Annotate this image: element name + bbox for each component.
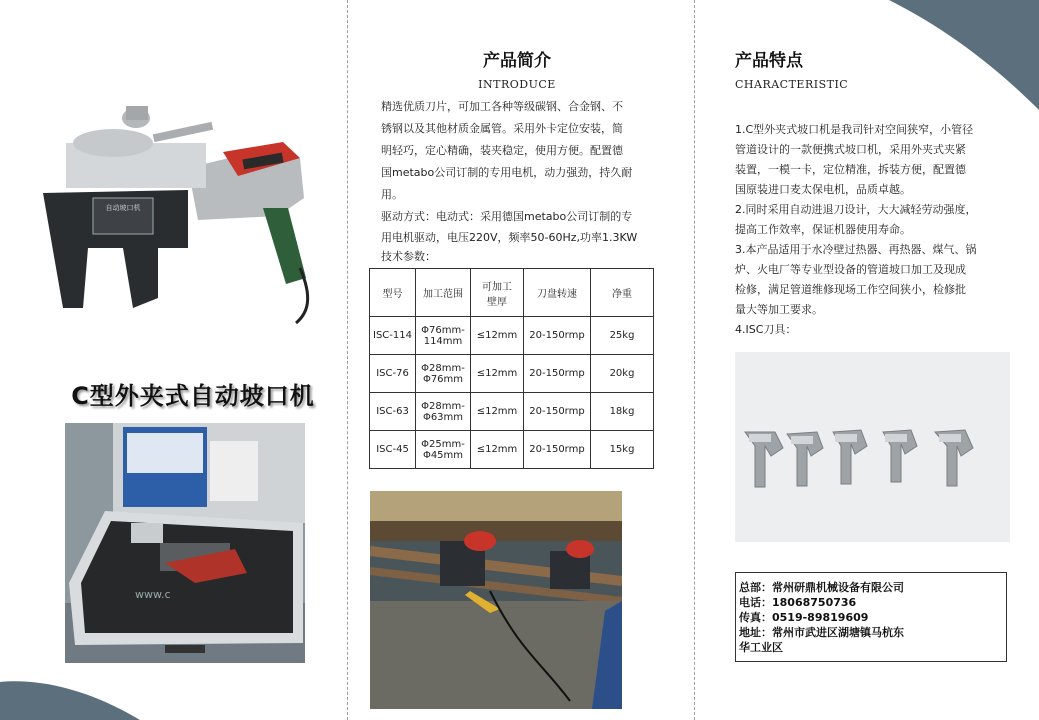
carry-case-photo <box>65 423 305 663</box>
feature-line: 3.本产品适用于水冷壁过热器、再热器、煤气、锅 <box>735 243 977 256</box>
feature-line: 管道设计的一款便携式坡口机，采用外夹式夹紧 <box>735 143 966 156</box>
feature-line: 量大等加工要求。 <box>735 303 823 316</box>
feature-line: 2.同时采用自动进退刀设计，大大减轻劳动强度， <box>735 203 977 216</box>
intro-line: 明轻巧，定心精确，装夹稳定，使用方便。配置德 <box>381 144 623 157</box>
corner-decoration-bottom-left <box>0 660 140 720</box>
machine-nameplate: 自动坡口机 <box>105 204 141 212</box>
spec-table <box>369 268 654 469</box>
table-row <box>370 317 654 355</box>
table-cell: ≤12mm <box>471 317 524 355</box>
contact-phone: 电话：18068750736 <box>739 596 857 609</box>
table-cell: 20-150rmp <box>524 355 591 393</box>
intro-line: 锈钢以及其他材质金属管。采用外卡定位安装，简 <box>381 122 623 135</box>
feature-line: 装置，一模一卡，定位精准，拆装方便，配置德 <box>735 163 966 176</box>
contact-box <box>735 572 1007 662</box>
contact-fax: 传真：0519-89819609 <box>739 611 869 624</box>
table-header: 可加工壁厚 <box>471 269 524 317</box>
table-header: 净重 <box>591 269 654 317</box>
intro-title: 产品简介 <box>483 51 551 71</box>
table-cell: ISC-114 <box>370 317 416 355</box>
table-header: 加工范围 <box>416 269 471 317</box>
table-header: 刀盘转速 <box>524 269 591 317</box>
table-cell: 20-150rmp <box>524 317 591 355</box>
feature-line: 检修，满足管道维修现场工作空间狭小，检修批 <box>735 283 966 296</box>
intro-line: 技术参数： <box>381 250 436 263</box>
table-header: 型号 <box>370 269 416 317</box>
table-cell: Φ25mm-Φ45mm <box>416 431 471 469</box>
fold-divider-right <box>694 0 695 720</box>
fold-divider-left <box>347 0 348 720</box>
watermark: www.c <box>135 588 171 601</box>
intro-line: 驱动方式：电动式：采用德国metabo公司订制的专 <box>381 210 633 223</box>
features-title: 产品特点 <box>735 51 803 71</box>
features-subtitle: CHARACTERISTIC <box>735 78 849 91</box>
table-cell: ISC-45 <box>370 431 416 469</box>
intro-subtitle: INTRODUCE <box>478 78 556 91</box>
table-cell: 20kg <box>591 355 654 393</box>
features-paragraph <box>735 120 1010 340</box>
table-cell: Φ28mm-Φ76mm <box>416 355 471 393</box>
blade-tools-photo <box>735 352 1010 542</box>
table-header-row <box>370 269 654 317</box>
contact-address: 地址：常州市武进区湖塘镇马杭东 <box>739 626 904 639</box>
table-row <box>370 393 654 431</box>
feature-line: 提高工作效率，保证机器使用寿命。 <box>735 223 911 236</box>
intro-line: 国metabo公司订制的专用电机，动力强劲，持久耐 <box>381 166 633 179</box>
intro-line: 用电机驱动，电压220V，频率50-60Hz,功率1.3KW <box>381 231 638 244</box>
table-cell: Φ76mm-114mm <box>416 317 471 355</box>
feature-line: 1.C型外夹式坡口机是我司针对空间狭窄，小管径 <box>735 123 974 136</box>
table-cell: 18kg <box>591 393 654 431</box>
worksite-photo <box>370 491 622 709</box>
contact-address-cont: 华工业区 <box>739 641 783 654</box>
corner-decoration-top-right <box>859 0 1039 110</box>
intro-line: 精选优质刀片，可加工各种等级碳钢、合金钢、不 <box>381 100 623 113</box>
feature-line: 炉、火电厂等专业型设备的管道坡口加工及现成 <box>735 263 966 276</box>
table-cell: 20-150rmp <box>524 431 591 469</box>
table-cell: ≤12mm <box>471 355 524 393</box>
beveling-machine-photo <box>38 98 328 328</box>
intro-line: 用。 <box>381 188 403 201</box>
table-cell: 25kg <box>591 317 654 355</box>
table-cell: Φ28mm-Φ63mm <box>416 393 471 431</box>
table-cell: 15kg <box>591 431 654 469</box>
feature-line: 国原装进口麦太保电机，品质卓越。 <box>735 183 911 196</box>
table-cell: 20-150rmp <box>524 393 591 431</box>
table-row <box>370 431 654 469</box>
table-cell: ≤12mm <box>471 393 524 431</box>
table-cell: ISC-76 <box>370 355 416 393</box>
product-title: C型外夹式自动坡口机 <box>71 382 315 410</box>
contact-hq: 总部：常州研鼎机械设备有限公司 <box>739 581 904 594</box>
table-cell: ISC-63 <box>370 393 416 431</box>
intro-paragraph <box>381 96 661 266</box>
table-row <box>370 355 654 393</box>
table-cell: ≤12mm <box>471 431 524 469</box>
feature-line: 4.ISC刀具： <box>735 323 797 336</box>
